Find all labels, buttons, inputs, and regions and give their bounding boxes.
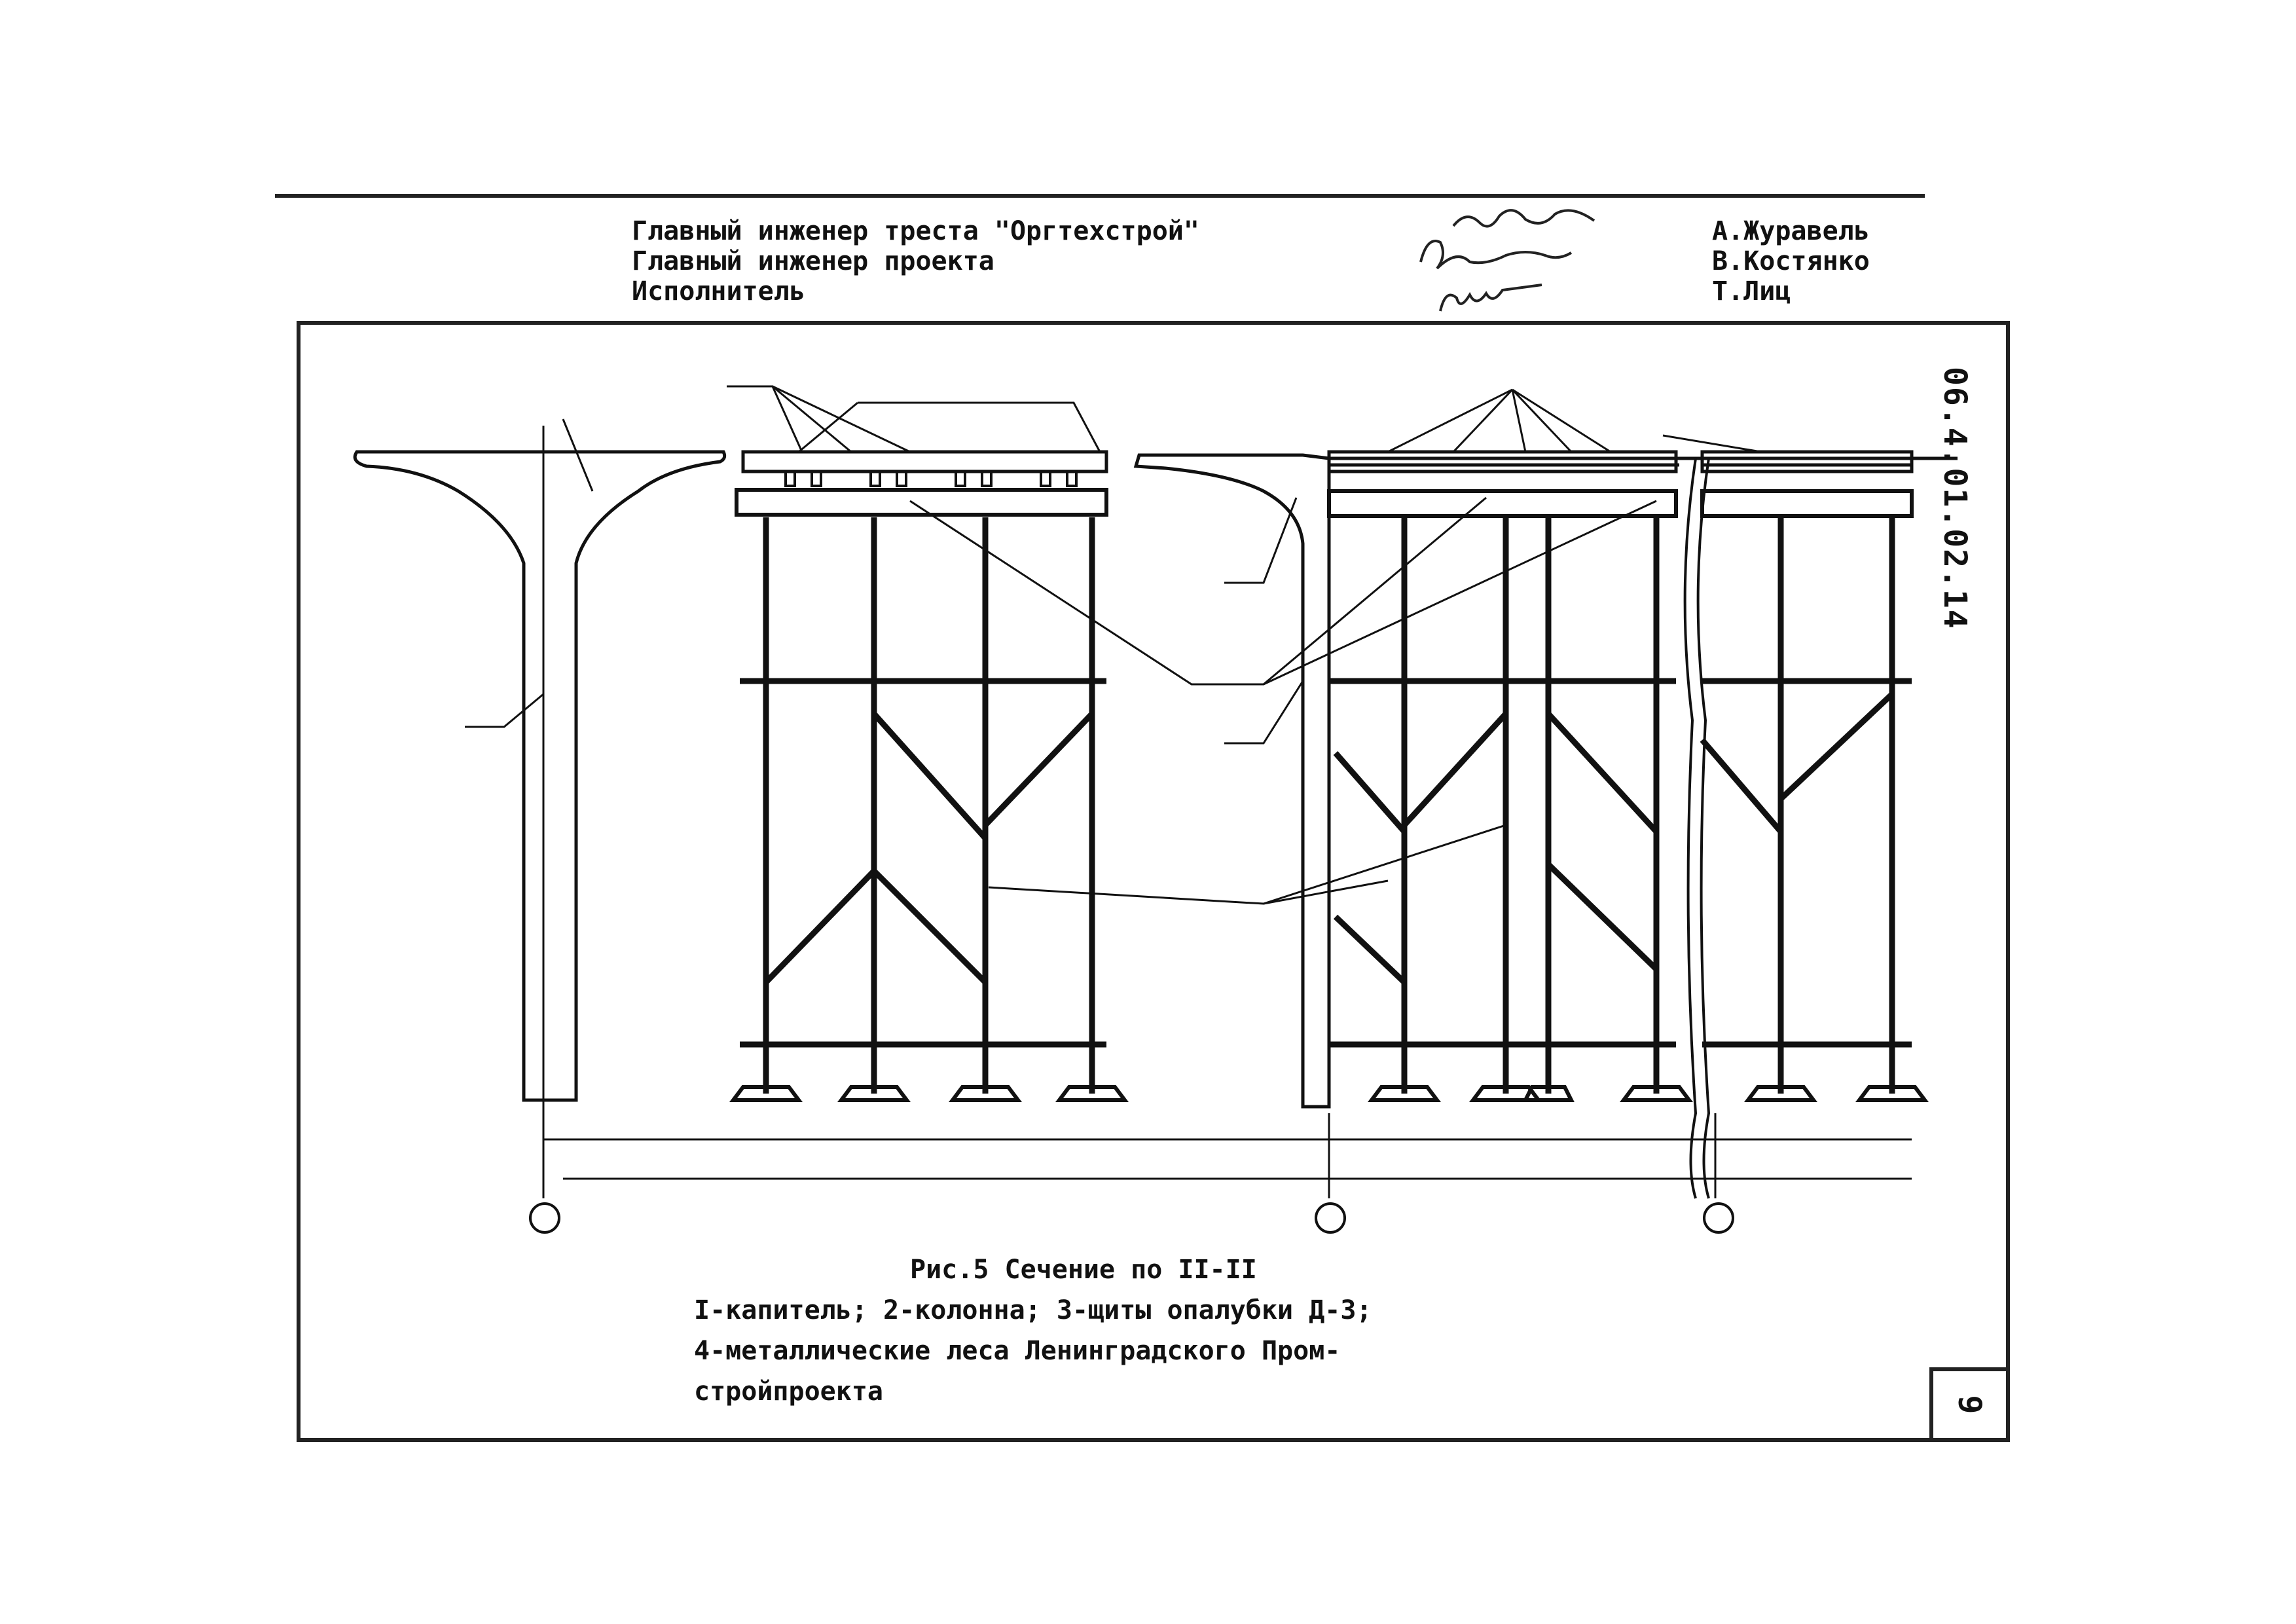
position-chief-engineer-trust: Главный инженер треста "Оргтехстрой" (632, 216, 1199, 246)
caption-line-1: I-капитель; 2-колонна; 3-щиты опалубки Д-3; (694, 1295, 1372, 1325)
caption-line-2: 4-металлические леса Ленинградского Пром- (694, 1336, 1341, 1366)
name-lits: Т.Лиц (1712, 276, 1791, 306)
caption-line-3: стройпроекта (694, 1376, 883, 1407)
name-kostyanko: В.Костянко (1712, 246, 1870, 276)
axis-marker-2 (1316, 1204, 1345, 1232)
axis-marker-3 (1704, 1204, 1733, 1232)
middle-column (1136, 455, 1329, 1107)
figure-title: Рис.5 Сечение по II-II (910, 1255, 1257, 1285)
axis-marker-1 (530, 1204, 559, 1232)
position-chief-engineer-project: Главный инженер проекта (632, 246, 994, 276)
document-code: 06.4.01.02.14 (1937, 367, 1973, 630)
figure-caption (694, 1249, 1372, 1412)
sheet-number-box (1929, 1367, 2006, 1438)
name-zhuravel: А.Журавель (1712, 216, 1870, 246)
sheet-number: 9 (1951, 1395, 1988, 1414)
left-capital (355, 452, 725, 1100)
position-executor: Исполнитель (632, 276, 805, 306)
